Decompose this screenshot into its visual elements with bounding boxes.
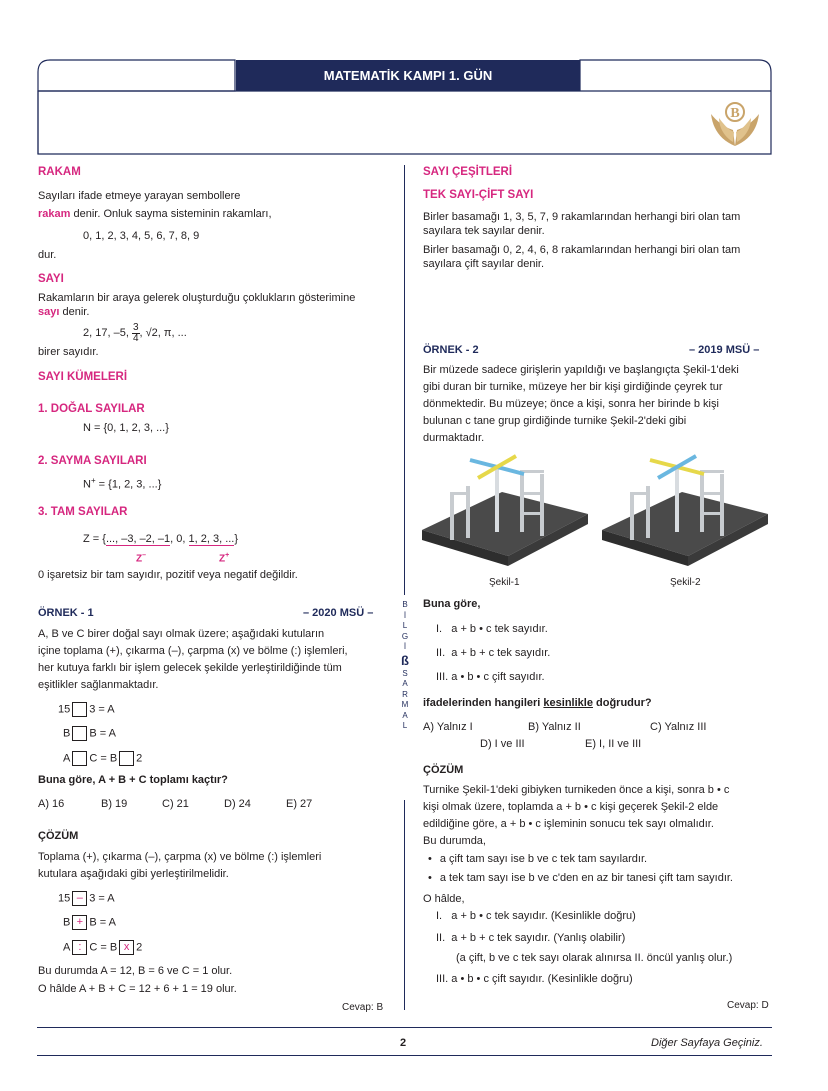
ornek2-opt-d: D) I ve III xyxy=(480,738,525,750)
cesit-heading: SAYI ÇEŞİTLERİ xyxy=(423,166,513,178)
empty-box xyxy=(72,702,87,717)
solution-eq-2 xyxy=(63,915,116,930)
ornek1-r2: O hâlde A + B + C = 12 + 6 + 1 = 19 olur. xyxy=(38,983,237,995)
ornek2-r3: III. a • b • c çift sayıdır. (Kesinlikle doğru) xyxy=(436,973,633,985)
ornek1-q1: A, B ve C birer doğal sayı olmak üzere; aşağıdaki kutuların xyxy=(38,628,325,640)
ornek2-question xyxy=(423,696,652,711)
fraction-denominator: 4 xyxy=(132,332,139,344)
tam-positives: 1, 2, 3, ... xyxy=(188,533,235,545)
ornek1-opt-e: E) 27 xyxy=(286,798,313,810)
rakam-heading: RAKAM xyxy=(38,166,81,178)
ornek1-answer: Cevap: B xyxy=(342,1002,384,1013)
brand-letter: B xyxy=(402,600,408,609)
ornek1-opt-b: B) 19 xyxy=(101,798,128,810)
ornek1-s2: kutulara aşağıdaki gibi yerleştirilmelidir. xyxy=(38,868,229,880)
sayi-line2-rest: denir. xyxy=(59,306,90,318)
sayma-heading: 2. SAYMA SAYILARI xyxy=(38,455,147,467)
sayi-examples-b: , √2, π, ... xyxy=(139,327,187,339)
fraction-numerator: 3 xyxy=(132,321,139,333)
header-frame xyxy=(37,58,772,155)
sayi-birer: birer sayıdır. xyxy=(38,346,99,358)
equation-1 xyxy=(58,702,115,717)
brand-letter: S xyxy=(402,668,408,678)
ornek1-s1: Toplama (+), çıkarma (–), çarpma (x) ve bölme (:) işlemleri xyxy=(38,851,322,863)
ornek2-s4: Bu durumda, xyxy=(423,835,486,847)
brand-letter: İ xyxy=(403,642,407,651)
sayi-line2 xyxy=(38,305,89,320)
sayi-examples-a: 2, 17, –5, xyxy=(83,327,132,339)
empty-box xyxy=(72,751,87,766)
empty-box xyxy=(72,726,87,741)
ornek2-s2: kişi olmak üzere, toplamda a + b • c kişi geçerek Şekil-2 elde xyxy=(423,801,719,813)
ornek2-bullet-2: • a tek tam sayı ise b ve c'den en az bir tanesi çift tam sayıdır. xyxy=(428,871,733,886)
ornek2-answer: Cevap: D xyxy=(727,1000,769,1011)
ornek1-opt-d: D) 24 xyxy=(224,798,251,810)
footer-rule-top xyxy=(37,1027,772,1028)
brand-mark-icon: ß xyxy=(401,652,409,668)
z-plus-z: Z xyxy=(219,553,226,565)
sol3-left: A xyxy=(63,941,71,954)
equation-2 xyxy=(63,726,116,741)
tekcift-heading: TEK SAYI-ÇİFT SAYI xyxy=(423,189,534,201)
dogal-set: N = {0, 1, 2, 3, ...} xyxy=(83,422,169,434)
q-pre: ifadelerinden hangileri xyxy=(423,697,544,709)
solution-eq-1 xyxy=(58,891,115,906)
minus-box: – xyxy=(72,891,87,906)
tam-negatives: ..., –3, –2, –1 xyxy=(105,533,171,545)
ornek1-opt-a: A) 16 xyxy=(38,798,65,810)
sayma-set xyxy=(83,473,161,493)
ornek2-item-2: II. a + b + c tek sayıdır. xyxy=(436,647,551,659)
ornek2-item-3: III. a • b • c çift sayıdır. xyxy=(436,671,545,683)
ornek2-r2: II. a + b + c tek sayıdır. (Yanlış olabilir) xyxy=(436,932,626,944)
eq3-right: 2 xyxy=(136,752,143,765)
brand-letter: A xyxy=(402,679,408,688)
svg-text:B: B xyxy=(730,106,740,121)
rakam-digits: 0, 1, 2, 3, 4, 5, 6, 7, 8, 9 xyxy=(83,230,200,242)
sayma-n: N xyxy=(83,478,91,491)
ornek2-s3: edildiğine göre, a + b • c işleminin sonucu tek sayı olmalıdır. xyxy=(423,818,714,830)
eq2-left: B xyxy=(63,727,71,740)
turnstile-figure-2 xyxy=(600,452,770,572)
ornek2-q2: gibi duran bir turnike, müzeye her bir kişi girdiğinde çeyrek tur xyxy=(423,381,723,393)
ornek2-q3: dönmektedir. Bu müzeye; önce a kişi, sonra her birinde b kişi xyxy=(423,398,719,410)
brand-letter: L xyxy=(402,621,408,630)
ornek2-buna: Buna göre, xyxy=(423,598,481,610)
tam-set xyxy=(83,532,238,547)
divider-brand-text xyxy=(398,600,412,732)
tam-close: } xyxy=(234,533,239,545)
sol1-right: 3 = A xyxy=(89,892,115,905)
ornek2-s5: O hâlde, xyxy=(423,893,465,905)
page-number: 2 xyxy=(400,1037,407,1049)
q-post: doğrudur? xyxy=(592,697,652,709)
rakam-dur: dur. xyxy=(38,249,57,261)
ornek1-q3: her kutuya farklı bir işlem gelecek şekilde yerleştirildiğinde tüm xyxy=(38,662,342,674)
ornek1-r1: Bu durumda A = 12, B = 6 ve C = 1 olur. xyxy=(38,965,233,977)
eq1-left: 15 xyxy=(58,703,71,716)
tek-line1: Birler basamağı 1, 3, 5, 7, 9 rakamlarından herhangi biri olan tam xyxy=(423,211,741,223)
ornek2-bullet-1: • a çift tam sayı ise b ve c tek tam sayılardır. xyxy=(428,852,647,867)
header-title-bar xyxy=(236,60,580,91)
ornek2-s1: Turnike Şekil-1'deki gibiyken turnikeden önce a kişi, sonra b • c xyxy=(423,784,730,796)
brand-letter: A xyxy=(402,710,408,720)
ornek2-item-1: I. a + b • c tek sayıdır. xyxy=(436,623,548,635)
empty-box xyxy=(119,751,134,766)
sol2-right: B = A xyxy=(89,916,116,929)
z-minus-sup: – xyxy=(142,552,147,559)
eq3-left: A xyxy=(63,752,71,765)
tek-line2: sayılara tek sayılar denir. xyxy=(423,225,545,237)
ornek2-opt-a: A) Yalnız I xyxy=(423,721,473,733)
ornek2-r1: I. a + b • c tek sayıdır. (Kesinlikle doğru) xyxy=(436,910,636,922)
sayi-examples xyxy=(83,322,187,344)
sayma-sup: + xyxy=(90,476,96,485)
column-divider-lower xyxy=(404,800,405,1010)
sayma-rest: = {1, 2, 3, ...} xyxy=(95,478,162,491)
turnstile-figure-1 xyxy=(420,452,590,572)
brand-letter: L xyxy=(402,721,408,730)
column-divider xyxy=(404,165,405,595)
next-page-note: Diğer Sayfaya Geçiniz. xyxy=(651,1037,763,1049)
ornek2-r2b: (a çift, b ve c tek sayı olarak alınırsa II. öncül yanlış olur.) xyxy=(456,952,733,964)
sol1-left: 15 xyxy=(58,892,71,905)
ornek2-opt-c: C) Yalnız III xyxy=(650,721,707,733)
figure-1-caption: Şekil-1 xyxy=(489,577,520,588)
ornek2-opt-b: B) Yalnız II xyxy=(528,721,581,733)
tam-note: 0 işaretsiz bir tam sayıdır, pozitif veya negatif değildir. xyxy=(38,569,298,581)
dogal-heading: 1. DOĞAL SAYILAR xyxy=(38,403,145,415)
ornek2-opt-e: E) I, II ve III xyxy=(585,738,642,750)
page-title: MATEMATİK KAMPI 1. GÜN xyxy=(323,68,493,83)
ornek1-source: – 2020 MSÜ – xyxy=(303,607,374,619)
solution-eq-3 xyxy=(63,940,142,955)
fraction xyxy=(132,323,140,344)
brand-letter: M xyxy=(401,700,409,709)
sol3-right: 2 xyxy=(136,941,143,954)
z-plus-sup: + xyxy=(225,552,230,559)
eq1-right: 3 = A xyxy=(89,703,115,716)
sayi-term: sayı xyxy=(38,306,60,318)
cift-line2: sayılara çift sayılar denir. xyxy=(423,258,545,270)
ornek2-source: – 2019 MSÜ – xyxy=(689,344,760,356)
ornek2-q5: durmaktadır. xyxy=(423,432,485,444)
z-minus-label xyxy=(136,548,146,566)
cift-line1: Birler basamağı 0, 2, 4, 6, 8 rakamlarından herhangi biri olan tam xyxy=(423,244,741,256)
ornek2-cozum: ÇÖZÜM xyxy=(423,764,464,776)
equation-3 xyxy=(63,751,142,766)
tam-heading: 3. TAM SAYILAR xyxy=(38,506,128,518)
figure-2-caption: Şekil-2 xyxy=(670,577,701,588)
ornek2-q4: bulunan c tane grup girdiğinde turnike Şekil-2'deki gibi xyxy=(423,415,687,427)
rakam-line1: Sayıları ifade etmeye yarayan sembollere xyxy=(38,190,241,202)
ornek1-opt-c: C) 21 xyxy=(162,798,189,810)
tam-zero: , 0, xyxy=(170,533,189,545)
brand-letter: R xyxy=(402,689,408,699)
ornek1-label: ÖRNEK - 1 xyxy=(38,607,94,619)
sol2-left: B xyxy=(63,916,71,929)
sayi-heading: SAYI xyxy=(38,273,64,285)
ornek1-cozum: ÇÖZÜM xyxy=(38,830,79,842)
kumeler-heading: SAYI KÜMELERİ xyxy=(38,371,128,383)
q-underlined: kesinlikle xyxy=(543,697,593,709)
bilgi-sarmal-logo-icon xyxy=(707,96,763,150)
z-minus-z: Z xyxy=(136,553,143,565)
ornek1-q2: içine toplama (+), çıkarma (–), çarpma (x) ve bölme (:) işlemleri, xyxy=(38,645,348,657)
eq2-right: B = A xyxy=(89,727,116,740)
ornek2-q1: Bir müzede sadece girişlerin yapıldığı ve başlangıçta Şekil-1'deki xyxy=(423,364,739,376)
footer-rule-bottom xyxy=(37,1055,772,1056)
rakam-line2-rest: denir. Onluk sayma sisteminin rakamları, xyxy=(70,208,272,220)
ornek1-question: Buna göre, A + B + C toplamı kaçtır? xyxy=(38,774,228,786)
times-box: x xyxy=(119,940,134,955)
sol3-mid: C = B xyxy=(89,941,118,954)
eq3-mid: C = B xyxy=(89,752,118,765)
brand-letter: G xyxy=(401,631,409,641)
ornek2-label: ÖRNEK - 2 xyxy=(423,344,479,356)
rakam-line2 xyxy=(38,207,272,222)
sayi-line1: Rakamların bir araya gelerek oluşturduğu çoklukların gösterimine xyxy=(38,292,356,304)
plus-box: + xyxy=(72,915,87,930)
ornek1-q4: eşitlikler sağlanmaktadır. xyxy=(38,679,159,691)
rakam-term: rakam xyxy=(38,208,71,220)
brand-letter: İ xyxy=(403,610,407,620)
z-plus-label xyxy=(219,548,229,566)
tam-open: Z = { xyxy=(83,533,106,545)
divide-box: : xyxy=(72,940,87,955)
